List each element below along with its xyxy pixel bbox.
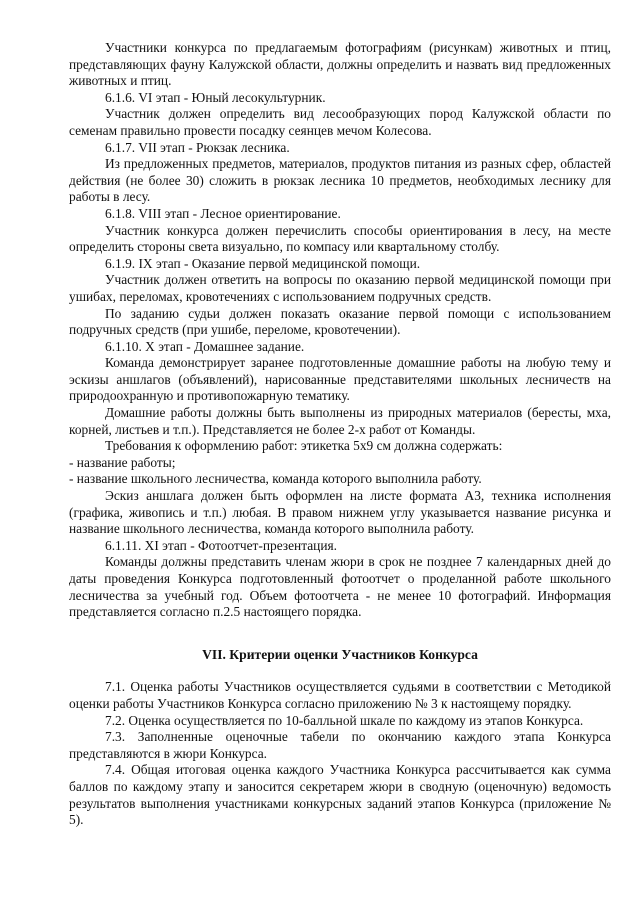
paragraph: Требования к оформлению работ: этикетка 5х9 см должна содержать:: [105, 438, 503, 454]
paragraph: 7.4. Общая итоговая оценка каждого Участника Конкурса рассчитывается как сумма баллов по каждому этапу и заносится секретарем жюри в сводную (оценочную) ведомость результатов выполнения участниками конкурсных заданий этапов Конкурса (приложение № 5).: [69, 762, 611, 828]
section-7-text: [69, 679, 611, 828]
section-6-text: [69, 40, 611, 621]
paragraph: 7.1. Оценка работы Участников осуществляется судьями в соответствии с Методикой оценки работы Участников Конкурса согласно приложению № 3 к настоящему порядку.: [69, 679, 611, 711]
paragraph: По заданию судьи должен показать оказание первой помощи с использованием подручных средств (при ушибе, переломе, кровотечении).: [69, 305, 611, 338]
paragraph: 7.2. Оценка осуществляется по 10-балльной шкале по каждому из этапов Конкурса.: [105, 712, 584, 728]
document-body: [69, 40, 611, 829]
paragraph: 6.1.7. VII этап - Рюкзак лесника.: [105, 139, 290, 155]
paragraph: 6.1.9. IX этап - Оказание первой медицинской помощи.: [105, 255, 421, 271]
paragraph: 6.1.6. VI этап - Юный лесокультурник.: [105, 89, 326, 105]
paragraph: Команды должны представить членам жюри в срок не позднее 7 календарных дней до даты проведения Конкурса подготовленный фотоотчет о проделанной работе школьного лесничества за учебный год. Объем фотоотчета - не менее 10 фотографий. Информация представляется согласно п.2.5 настоящего порядка.: [69, 554, 611, 620]
paragraph: Из предложенных предметов, материалов, продуктов питания из разных сфер, областей действия (не более 30) сложить в рюкзак лесника 10 предметов, необходимых леснику для работы в лесу.: [69, 156, 611, 205]
paragraph: Участник конкурса должен перечислить способы ориентирования в лесу, на месте определить стороны света визуально, по компасу или квартальному столбу.: [69, 222, 611, 255]
paragraph: Домашние работы должны быть выполнены из природных материалов (бересты, мха, корней, листьев и т.п.). Представляется не более 2-х работ от Команды.: [69, 405, 611, 437]
paragraph: - название работы;: [69, 454, 176, 470]
paragraph: Участник должен определить вид лесообразующих пород Калужской области по семенам правильно провести посадку сеянцев мечом Колесова.: [69, 106, 611, 138]
paragraph: - название школьного лесничества, команда которого выполнила работу.: [69, 471, 482, 487]
paragraph: Эскиз аншлага должен быть оформлен на листе формата А3, техника исполнения (графика, живопись и т.п.) любая. В правом нижнем углу указывается название рисунка и название школьного лесничества, команда которого выполнила работу.: [69, 488, 611, 537]
paragraph: 7.3. Заполненные оценочные табели по окончанию каждого этапа Конкурса представляются в жюри Конкурса.: [69, 729, 611, 761]
paragraph: 6.1.11. XI этап - Фотоотчет-презентация.: [105, 537, 337, 553]
paragraph: Команда демонстрирует заранее подготовленные домашние работы на любую тему и эскизы аншлагов (объявлений), нарисованные представителями школьных лесничеств на природоохранную и противопожарную тематику.: [69, 355, 611, 404]
section-heading: VII. Критерии оценки Участников Конкурса: [202, 646, 478, 662]
paragraph: 6.1.10. X этап - Домашнее задание.: [105, 338, 305, 354]
paragraph: 6.1.8. VIII этап - Лесное ориентирование.: [105, 205, 341, 221]
paragraph: Участник должен ответить на вопросы по оказанию первой медицинской помощи при ушибах, переломах, кровотечениях с использованием подручных средств.: [69, 272, 611, 304]
paragraph: Участники конкурса по предлагаемым фотографиям (рисункам) животных и птиц, представляющих фауну Калужской области, должны определить и назвать вид предложенных животных и птиц.: [69, 40, 611, 89]
